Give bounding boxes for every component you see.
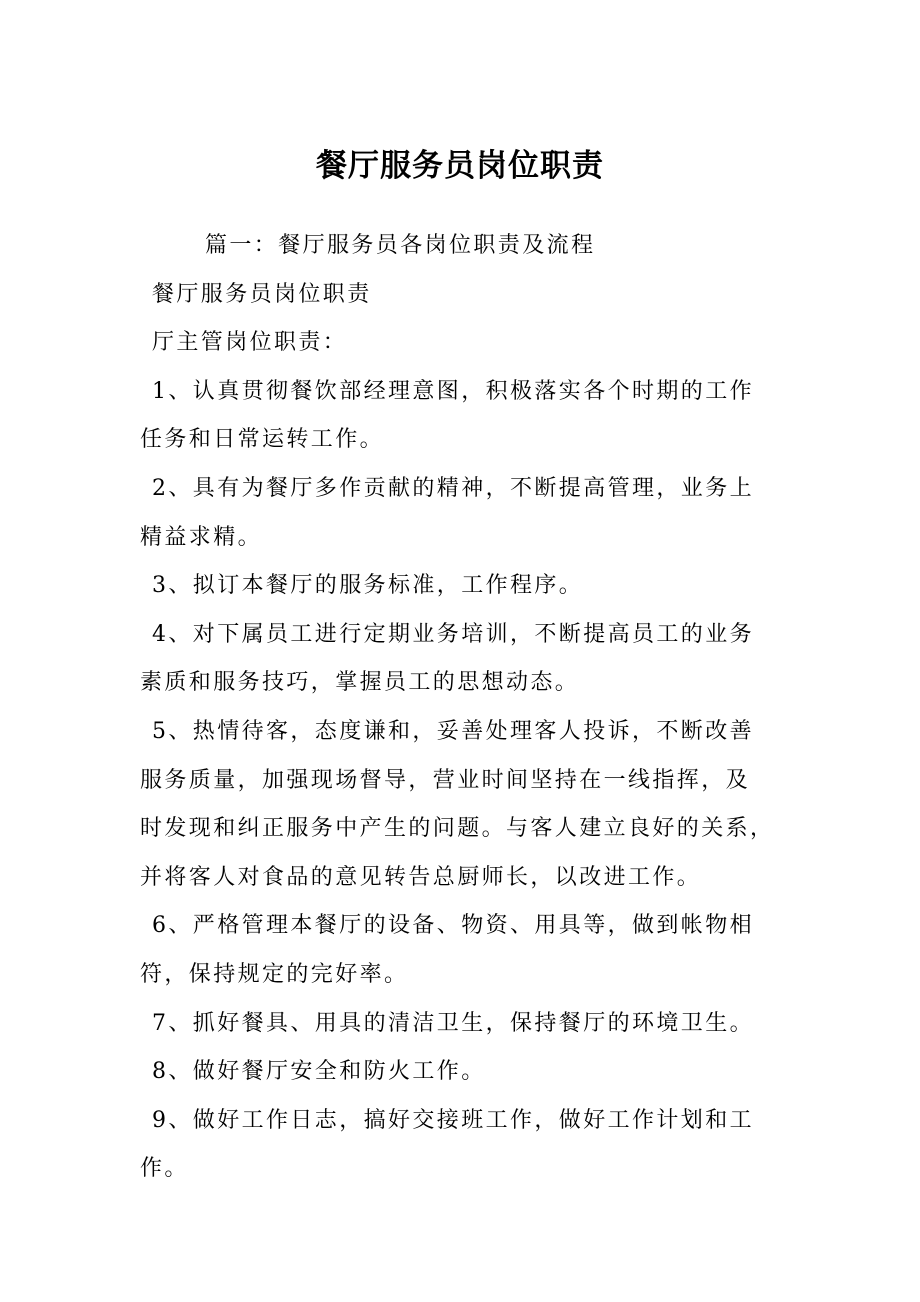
paragraph-line: 2、具有为餐厅多作贡献的精神，不断提高管理，业务上 [152, 475, 754, 501]
paragraph-line: 服务质量，加强现场督导，营业时间坚持在一线指挥，及 [140, 767, 751, 793]
paragraph-line: 5、热情待客，态度谦和，妥善处理客人投诉，不断改善 [152, 718, 754, 744]
paragraph-line: 精益求精。 [140, 524, 263, 550]
paragraph-line: 7、抓好餐具、用具的清洁卫生，保持餐厅的环境卫生。 [152, 1010, 754, 1036]
document-title: 餐厅服务员岗位职责 [316, 148, 604, 184]
paragraph-line: 8、做好餐厅安全和防火工作。 [152, 1059, 486, 1085]
paragraph-line: 时发现和纠正服务中产生的问题。与客人建立良好的关系， [140, 816, 775, 842]
paragraph-line: 6、严格管理本餐厅的设备、物资、用具等，做到帐物相 [152, 913, 754, 939]
paragraph-line: 符，保持规定的完好率。 [140, 961, 409, 987]
paragraph-line: 任务和日常运转工作。 [140, 427, 385, 453]
paragraph-line: 9、做好工作日志，搞好交接班工作，做好工作计划和工 [152, 1107, 754, 1133]
paragraph-line: 1、认真贯彻餐饮部经理意图，积极落实各个时期的工作 [152, 378, 754, 404]
paragraph-line: 3、拟订本餐厅的服务标准，工作程序。 [152, 573, 584, 599]
paragraph-line: 素质和服务技巧，掌握员工的思想动态。 [140, 670, 580, 696]
paragraph-line: 作。 [140, 1156, 189, 1182]
document-body [140, 222, 780, 1194]
paragraph-line: 并将客人对食品的意见转告总厨师长，以改进工作。 [140, 864, 702, 890]
paragraph-line: 4、对下属员工进行定期业务培训，不断提高员工的业务 [152, 621, 754, 647]
section-heading: 篇一：餐厅服务员各岗位职责及流程 [205, 233, 596, 258]
paragraph-line: 厅主管岗位职责： [152, 330, 348, 356]
paragraph-line: 餐厅服务员岗位职责 [152, 281, 372, 307]
